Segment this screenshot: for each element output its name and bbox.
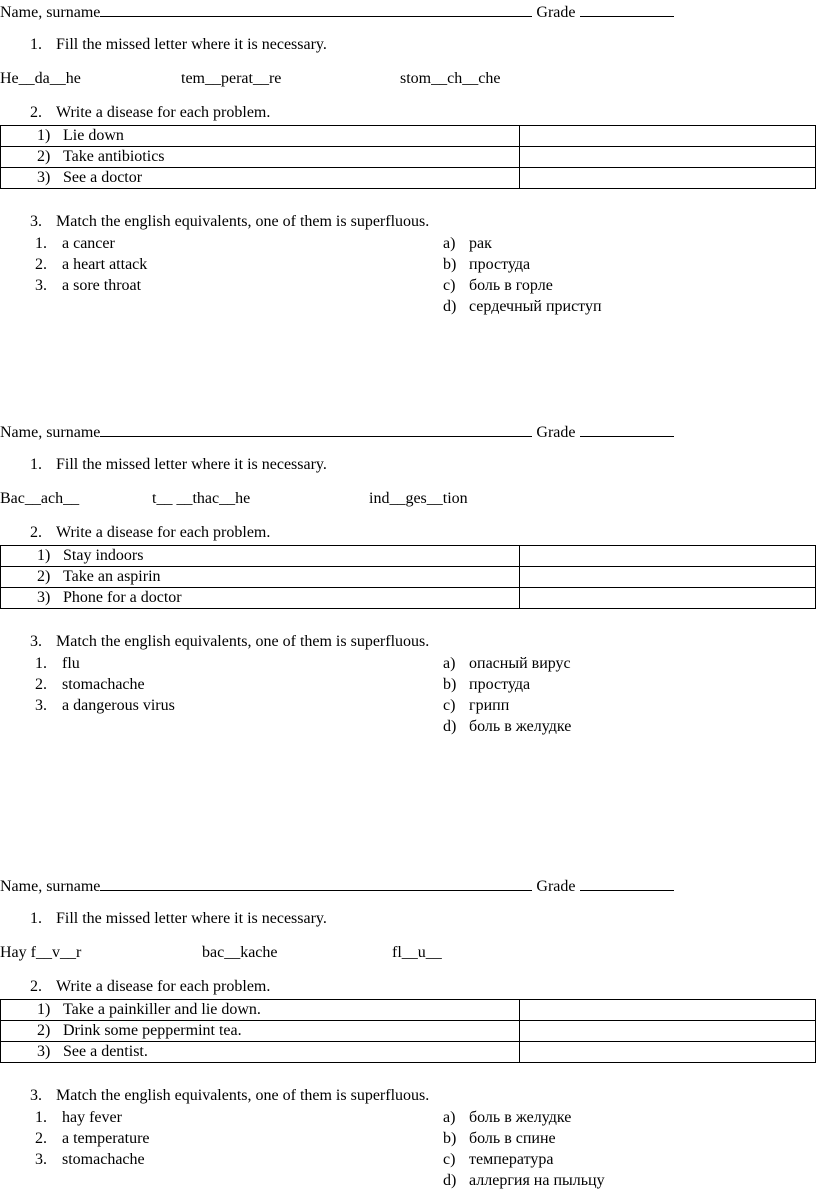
answer-cell[interactable] (520, 588, 816, 609)
problem-text: Take antibiotics (63, 148, 165, 165)
row-index: 1) (37, 547, 51, 564)
problem-text: See a doctor (63, 169, 143, 186)
match-right-index: d) (443, 1172, 457, 1189)
task-text: Match the english equivalents, one of them is superfluous. (56, 213, 430, 230)
task3-heading (30, 632, 429, 652)
row-index: 2) (37, 1022, 51, 1039)
name-surname-line (0, 422, 674, 443)
match-left-item: a cancer (62, 235, 115, 252)
table-row (1, 168, 816, 189)
answer-cell[interactable] (520, 546, 816, 567)
match-right-index: c) (443, 1151, 456, 1168)
problem-text: Drink some peppermint tea. (63, 1022, 242, 1039)
task1-heading (30, 909, 327, 929)
match-right-item: аллергия на пыльцу (469, 1172, 605, 1189)
match-left-index: 1. (35, 1109, 47, 1126)
match-left-index: 2. (35, 256, 47, 273)
match-left-item: a dangerous virus (62, 697, 175, 714)
name-blank[interactable] (100, 2, 532, 17)
match-left-index: 3. (35, 1151, 47, 1168)
grade-label: Grade (536, 4, 576, 21)
answer-cell[interactable] (520, 126, 816, 147)
task2-heading (30, 103, 270, 123)
match-left-item: a heart attack (62, 256, 148, 273)
missing-letter-word: bac__kache (202, 944, 278, 961)
missing-letter-word: stom__ch__che (400, 70, 501, 87)
problem-cell (1, 168, 520, 189)
table-row (1, 1042, 816, 1063)
match-right-item: простуда (469, 256, 531, 273)
grade-label: Grade (536, 424, 576, 441)
problem-cell (1, 546, 520, 567)
row-index: 1) (37, 1001, 51, 1018)
match-left-index: 1. (35, 655, 47, 672)
grade-label: Grade (536, 878, 576, 895)
answer-cell[interactable] (520, 1000, 816, 1021)
task-number: 2. (30, 524, 42, 541)
task-number: 3. (30, 1087, 42, 1104)
task-number: 2. (30, 978, 42, 995)
missing-letter-word: t__ __thac__he (152, 490, 251, 507)
problem-cell (1, 1021, 520, 1042)
match-right-item: рак (469, 235, 492, 252)
match-right-item: боль в желудке (469, 1109, 572, 1126)
row-index: 2) (37, 568, 51, 585)
match-right-index: b) (443, 256, 457, 273)
task3-heading (30, 1086, 429, 1106)
match-right-item: сердечный приступ (469, 298, 602, 315)
row-index: 1) (37, 127, 51, 144)
task-number: 1. (30, 456, 42, 473)
answer-cell[interactable] (520, 1042, 816, 1063)
match-left-index: 3. (35, 277, 47, 294)
name-surname-line (0, 2, 674, 23)
match-right-item: температура (469, 1151, 554, 1168)
problem-text: Phone for a doctor (63, 589, 182, 606)
table-row (1, 546, 816, 567)
match-left-index: 1. (35, 235, 47, 252)
match-left-item: a temperature (62, 1130, 150, 1147)
row-index: 3) (37, 169, 51, 186)
match-left-item: hay fever (62, 1109, 122, 1126)
match-right-index: b) (443, 1130, 457, 1147)
row-index: 3) (37, 1043, 51, 1060)
table-row (1, 567, 816, 588)
name-blank[interactable] (100, 422, 532, 437)
answer-cell[interactable] (520, 168, 816, 189)
problem-cell (1, 1000, 520, 1021)
problem-text: Lie down (63, 127, 124, 144)
disease-table (0, 999, 816, 1063)
task-text: Write a disease for each problem. (56, 978, 271, 995)
problem-cell (1, 1042, 520, 1063)
task-text: Fill the missed letter where it is necessary. (56, 36, 327, 53)
task-number: 1. (30, 910, 42, 927)
problem-text: Stay indoors (63, 547, 144, 564)
match-right-index: c) (443, 697, 456, 714)
match-right-index: a) (443, 235, 456, 252)
table-row (1, 126, 816, 147)
problem-cell (1, 567, 520, 588)
disease-table (0, 125, 816, 189)
task2-heading (30, 977, 270, 997)
task2-heading (30, 523, 270, 543)
name-blank[interactable] (100, 876, 532, 891)
problem-text: Take an aspirin (63, 568, 161, 585)
match-left-index: 2. (35, 676, 47, 693)
table-row (1, 1021, 816, 1042)
answer-cell[interactable] (520, 1021, 816, 1042)
problem-text: See a dentist. (63, 1043, 148, 1060)
task-text: Fill the missed letter where it is necessary. (56, 456, 327, 473)
match-right-index: a) (443, 655, 456, 672)
grade-blank[interactable] (580, 2, 674, 17)
missing-letter-word: fl__u__ (392, 944, 442, 961)
match-left-item: stomachache (62, 1151, 145, 1168)
disease-table (0, 545, 816, 609)
match-right-item: опасный вирус (469, 655, 571, 672)
table-row (1, 588, 816, 609)
answer-cell[interactable] (520, 567, 816, 588)
name-surname-label: Name, surname (0, 878, 101, 895)
missing-letter-word: ind__ges__tion (369, 490, 468, 507)
task-number: 3. (30, 213, 42, 230)
match-right-item: грипп (469, 697, 510, 714)
match-right-item: боль в желудке (469, 718, 572, 735)
match-left-index: 2. (35, 1130, 47, 1147)
task-text: Write a disease for each problem. (56, 104, 271, 121)
match-right-index: a) (443, 1109, 456, 1126)
match-right-index: c) (443, 277, 456, 294)
match-left-item: stomachache (62, 676, 145, 693)
task-number: 2. (30, 104, 42, 121)
problem-cell (1, 588, 520, 609)
problem-cell (1, 147, 520, 168)
grade-blank[interactable] (580, 876, 674, 891)
missing-letter-word: He__da__he (0, 70, 81, 87)
task-text: Write a disease for each problem. (56, 524, 271, 541)
grade-blank[interactable] (580, 422, 674, 437)
problem-text: Take a painkiller and lie down. (63, 1001, 261, 1018)
match-right-item: простуда (469, 676, 531, 693)
task-text: Match the english equivalents, one of them is superfluous. (56, 633, 430, 650)
table-row (1, 147, 816, 168)
task-number: 3. (30, 633, 42, 650)
match-right-index: d) (443, 718, 457, 735)
name-surname-label: Name, surname (0, 424, 101, 441)
task1-heading (30, 35, 327, 55)
task1-heading (30, 455, 327, 475)
match-right-index: d) (443, 298, 457, 315)
row-index: 3) (37, 589, 51, 606)
match-right-item: боль в спине (469, 1130, 556, 1147)
task3-heading (30, 212, 429, 232)
missing-letter-word: tem__perat__re (181, 70, 282, 87)
task-text: Match the english equivalents, one of them is superfluous. (56, 1087, 430, 1104)
match-right-item: боль в горле (469, 277, 553, 294)
problem-cell (1, 126, 520, 147)
row-index: 2) (37, 148, 51, 165)
table-row (1, 1000, 816, 1021)
answer-cell[interactable] (520, 147, 816, 168)
match-left-index: 3. (35, 697, 47, 714)
match-left-item: flu (62, 655, 80, 672)
task-text: Fill the missed letter where it is necessary. (56, 910, 327, 927)
missing-letter-word: Hay f__v__r (0, 944, 82, 961)
match-right-index: b) (443, 676, 457, 693)
missing-letter-word: Bac__ach__ (0, 490, 80, 507)
name-surname-label: Name, surname (0, 4, 101, 21)
match-left-item: a sore throat (62, 277, 142, 294)
task-number: 1. (30, 36, 42, 53)
name-surname-line (0, 876, 674, 897)
